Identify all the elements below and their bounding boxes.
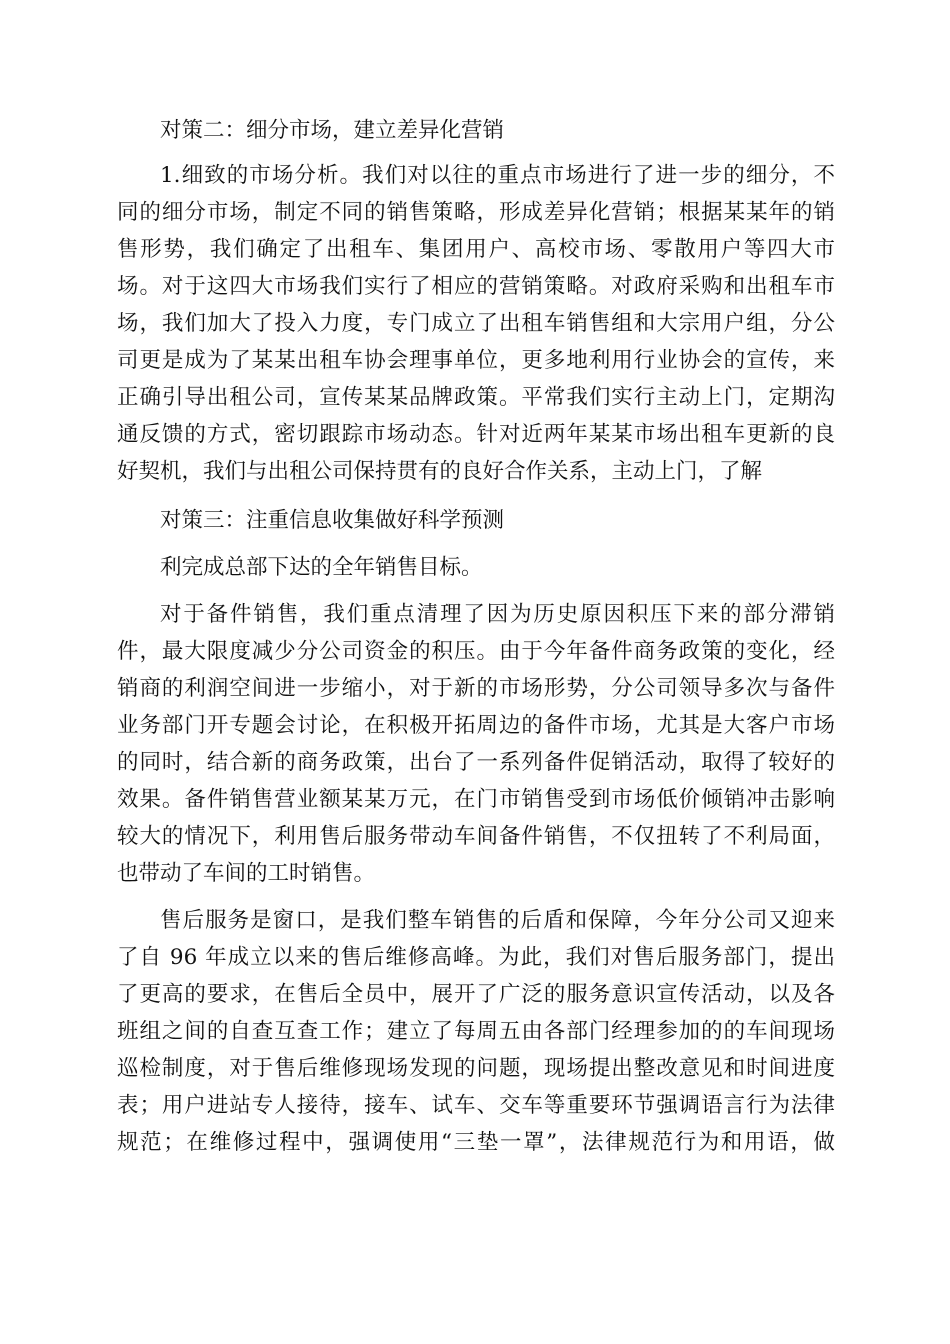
paragraph-sales-target [117,549,835,586]
text-line: 同的细分市场，制定不同的销售策略，形成差异化营销；根据某某年的销 [117,200,835,225]
text-line: 了自 96 年成立以来的售后维修高峰。为此，我们对售后服务部门，提出 [117,945,835,970]
text-line: 也带动了车间的工时销售。 [117,861,376,886]
paragraph-market-analysis [117,157,835,490]
text-line: 利完成总部下达的全年销售目标。 [160,555,483,580]
text-line: 对策三：注重信息收集做好科学预测 [160,508,505,533]
text-line: 较大的情况下，利用售后服务带动车间备件销售，不仅扭转了不利局面， [117,824,835,849]
text-line: 班组之间的自查互查工作；建立了每周五由各部门经理参加的的车间现场 [117,1019,835,1044]
text-line: 售后服务是窗口，是我们整车销售的后盾和保障，今年分公司又迎来 [160,908,835,933]
text-line: 的同时，结合新的商务政策，出台了一系列备件促销活动，取得了较好的 [117,750,835,775]
text-line: 表；用户进站专人接待，接车、试车、交车等重要环节强调语言行为法律 [117,1093,835,1118]
paragraph-parts-sales [117,596,835,892]
text-line: 对策二：细分市场，建立差异化营销 [160,118,505,143]
heading-strategy-three [117,502,835,539]
heading-strategy-two [117,112,835,149]
text-line: 销商的利润空间进一步缩小，对于新的市场形势，分公司领导多次与备件 [117,676,835,701]
text-line: 正确引导出租公司，宣传某某品牌政策。平常我们实行主动上门，定期沟 [117,385,835,410]
text-line: 规范；在维修过程中，强调使用“三垫一罩”，法律规范行为和用语，做 [117,1130,835,1155]
text-line: 场。对于这四大市场我们实行了相应的营销策略。对政府采购和出租车市 [117,274,835,299]
text-line: 业务部门开专题会讨论，在积极开拓周边的备件市场，尤其是大客户市场 [117,713,835,738]
document-body [117,112,835,1161]
text-line: 通反馈的方式，密切跟踪市场动态。针对近两年某某市场出租车更新的良 [117,422,835,447]
text-line: 1.细致的市场分析。我们对以往的重点市场进行了进一步的细分，不 [160,163,835,188]
text-line: 司更是成为了某某出租车协会理事单位，更多地利用行业协会的宣传，来 [117,348,835,373]
text-line: 对于备件销售，我们重点清理了因为历史原因积压下来的部分滞销 [160,602,835,627]
text-line: 好契机，我们与出租公司保持贯有的良好合作关系，主动上门，了解 [117,459,763,484]
text-line: 件，最大限度减少分公司资金的积压。由于今年备件商务政策的变化，经 [117,639,835,664]
text-line: 巡检制度，对于售后维修现场发现的问题，现场提出整改意见和时间进度 [117,1056,835,1081]
text-line: 场，我们加大了投入力度，专门成立了出租车销售组和大宗用户组，分公 [117,311,835,336]
text-line: 了更高的要求，在售后全员中，展开了广泛的服务意识宣传活动，以及各 [117,982,835,1007]
text-line: 售形势，我们确定了出租车、集团用户、高校市场、零散用户等四大市 [117,237,835,262]
paragraph-after-sales-service [117,902,835,1161]
text-line: 效果。备件销售营业额某某万元，在门市销售受到市场低价倾销冲击影响 [117,787,835,812]
